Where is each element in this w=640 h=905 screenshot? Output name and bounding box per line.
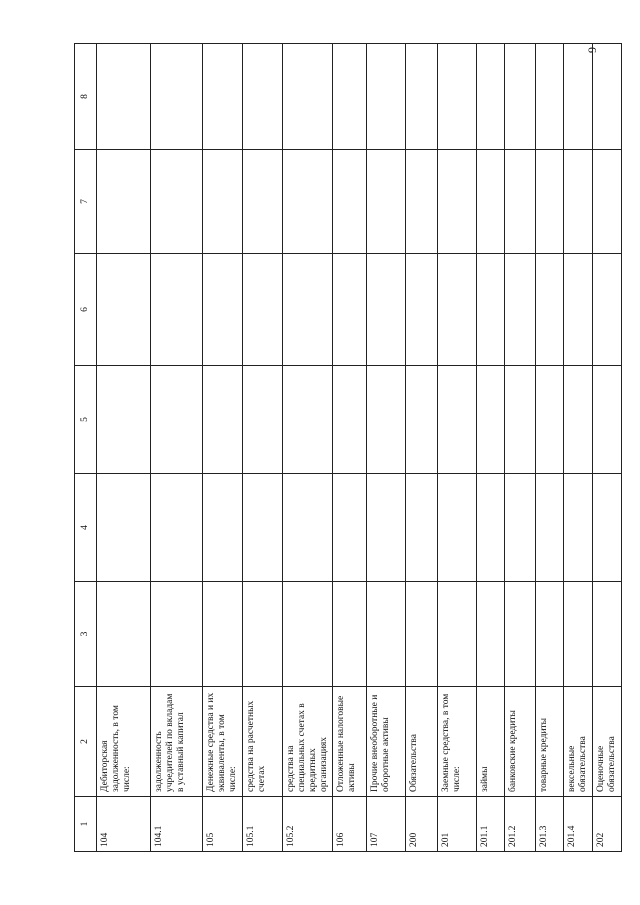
empty-cell-col-6 xyxy=(367,254,406,366)
empty-cell-col-7 xyxy=(505,150,536,254)
row-code: 201.3 xyxy=(536,797,564,852)
empty-cell-col-4 xyxy=(505,474,536,582)
empty-cell-col-5 xyxy=(97,366,151,474)
column-header: 3 xyxy=(75,582,97,687)
page-number: 9 xyxy=(585,47,599,53)
empty-cell-col-4 xyxy=(242,474,282,582)
empty-cell-col-6 xyxy=(406,254,438,366)
empty-cell-col-5 xyxy=(282,366,333,474)
empty-cell-col-7 xyxy=(477,150,505,254)
empty-cell-col-7 xyxy=(242,150,282,254)
table-row xyxy=(333,44,367,852)
empty-cell-col-8 xyxy=(505,44,536,150)
empty-cell-col-8 xyxy=(477,44,505,150)
empty-cell-col-3 xyxy=(282,582,333,687)
empty-cell-col-6 xyxy=(282,254,333,366)
empty-cell-col-5 xyxy=(438,366,477,474)
empty-cell-col-5 xyxy=(477,366,505,474)
empty-cell-col-4 xyxy=(564,474,593,582)
empty-cell-col-6 xyxy=(593,254,622,366)
empty-cell-col-4 xyxy=(593,474,622,582)
table-row xyxy=(593,44,622,852)
table-row xyxy=(438,44,477,852)
column-header: 8 xyxy=(75,44,97,150)
empty-cell-col-4 xyxy=(333,474,367,582)
row-name: Заемные средства, в том числе: xyxy=(438,687,477,797)
empty-cell-col-6 xyxy=(438,254,477,366)
empty-cell-col-8 xyxy=(203,44,243,150)
row-code: 200 xyxy=(406,797,438,852)
row-name: средства на расчетных счетах xyxy=(242,687,282,797)
row-code: 104.1 xyxy=(151,797,203,852)
empty-cell-col-3 xyxy=(151,582,203,687)
row-name: банковские кредиты xyxy=(505,687,536,797)
empty-cell-col-4 xyxy=(367,474,406,582)
row-name: Дебиторская задолженность, в том числе: xyxy=(97,687,151,797)
table-row xyxy=(97,44,151,852)
empty-cell-col-3 xyxy=(438,582,477,687)
empty-cell-col-8 xyxy=(406,44,438,150)
empty-cell-col-4 xyxy=(477,474,505,582)
empty-cell-col-6 xyxy=(203,254,243,366)
table-row xyxy=(564,44,593,852)
empty-cell-col-6 xyxy=(151,254,203,366)
column-header: 6 xyxy=(75,254,97,366)
empty-cell-col-4 xyxy=(203,474,243,582)
empty-cell-col-6 xyxy=(333,254,367,366)
empty-cell-col-8 xyxy=(97,44,151,150)
row-name: Денежные средства и их эквиваленты, в том числе: xyxy=(203,687,243,797)
empty-cell-col-8 xyxy=(438,44,477,150)
empty-cell-col-5 xyxy=(151,366,203,474)
row-code: 201.1 xyxy=(477,797,505,852)
empty-cell-col-6 xyxy=(564,254,593,366)
table-row xyxy=(282,44,333,852)
column-header: 4 xyxy=(75,474,97,582)
table-row xyxy=(203,44,243,852)
empty-cell-col-6 xyxy=(505,254,536,366)
row-name: займы xyxy=(477,687,505,797)
empty-cell-col-5 xyxy=(367,366,406,474)
row-code: 104 xyxy=(97,797,151,852)
empty-cell-col-3 xyxy=(477,582,505,687)
column-header: 1 xyxy=(75,797,97,852)
empty-cell-col-4 xyxy=(97,474,151,582)
empty-cell-col-3 xyxy=(505,582,536,687)
row-name: Прочие внеоборотные и оборотные активы xyxy=(367,687,406,797)
empty-cell-col-6 xyxy=(536,254,564,366)
empty-cell-col-5 xyxy=(242,366,282,474)
empty-cell-col-5 xyxy=(203,366,243,474)
empty-cell-col-6 xyxy=(97,254,151,366)
column-header: 5 xyxy=(75,366,97,474)
empty-cell-col-6 xyxy=(477,254,505,366)
empty-cell-col-5 xyxy=(593,366,622,474)
empty-cell-col-4 xyxy=(536,474,564,582)
empty-cell-col-8 xyxy=(282,44,333,150)
empty-cell-col-5 xyxy=(333,366,367,474)
empty-cell-col-4 xyxy=(282,474,333,582)
row-name: Отложенные налоговые активы xyxy=(333,687,367,797)
empty-cell-col-5 xyxy=(564,366,593,474)
empty-cell-col-5 xyxy=(536,366,564,474)
row-code: 106 xyxy=(333,797,367,852)
row-name: задолженность учредителей по вкладам в уставный капитал xyxy=(151,687,203,797)
empty-cell-col-8 xyxy=(564,44,593,150)
empty-cell-col-4 xyxy=(406,474,438,582)
row-code: 201.4 xyxy=(564,797,593,852)
empty-cell-col-8 xyxy=(242,44,282,150)
row-code: 201.2 xyxy=(505,797,536,852)
empty-cell-col-7 xyxy=(593,150,622,254)
empty-cell-col-7 xyxy=(406,150,438,254)
balance-table xyxy=(74,43,622,852)
empty-cell-col-3 xyxy=(97,582,151,687)
table-row xyxy=(536,44,564,852)
empty-cell-col-8 xyxy=(367,44,406,150)
empty-cell-col-3 xyxy=(367,582,406,687)
empty-cell-col-5 xyxy=(505,366,536,474)
empty-cell-col-7 xyxy=(564,150,593,254)
empty-cell-col-4 xyxy=(438,474,477,582)
column-header: 7 xyxy=(75,150,97,254)
table-row xyxy=(367,44,406,852)
row-name: средства на специальных счетах в кредитных организациях xyxy=(282,687,333,797)
empty-cell-col-3 xyxy=(406,582,438,687)
empty-cell-col-3 xyxy=(203,582,243,687)
empty-cell-col-7 xyxy=(333,150,367,254)
row-code: 105 xyxy=(203,797,243,852)
empty-cell-col-3 xyxy=(536,582,564,687)
row-name: Обязательства xyxy=(406,687,438,797)
empty-cell-col-7 xyxy=(151,150,203,254)
row-code: 201 xyxy=(438,797,477,852)
table-row xyxy=(406,44,438,852)
row-code: 105.1 xyxy=(242,797,282,852)
empty-cell-col-7 xyxy=(536,150,564,254)
empty-cell-col-7 xyxy=(367,150,406,254)
rotated-table-container xyxy=(74,44,618,852)
empty-cell-col-8 xyxy=(536,44,564,150)
row-name: Оценочные обязательства xyxy=(593,687,622,797)
empty-cell-col-7 xyxy=(203,150,243,254)
table-row xyxy=(505,44,536,852)
empty-cell-col-8 xyxy=(593,44,622,150)
empty-cell-col-4 xyxy=(151,474,203,582)
table-row xyxy=(477,44,505,852)
empty-cell-col-3 xyxy=(593,582,622,687)
empty-cell-col-7 xyxy=(282,150,333,254)
row-code: 105.2 xyxy=(282,797,333,852)
empty-cell-col-6 xyxy=(242,254,282,366)
empty-cell-col-7 xyxy=(97,150,151,254)
empty-cell-col-3 xyxy=(333,582,367,687)
empty-cell-col-7 xyxy=(438,150,477,254)
row-name: товарные кредиты xyxy=(536,687,564,797)
empty-cell-col-5 xyxy=(406,366,438,474)
empty-cell-col-8 xyxy=(151,44,203,150)
row-name: вексельные обязательства xyxy=(564,687,593,797)
row-code: 107 xyxy=(367,797,406,852)
table-body xyxy=(97,44,622,852)
empty-cell-col-8 xyxy=(333,44,367,150)
row-code: 202 xyxy=(593,797,622,852)
header-row xyxy=(75,44,97,852)
table-row xyxy=(242,44,282,852)
column-header: 2 xyxy=(75,687,97,797)
empty-cell-col-3 xyxy=(242,582,282,687)
table-row xyxy=(151,44,203,852)
empty-cell-col-3 xyxy=(564,582,593,687)
